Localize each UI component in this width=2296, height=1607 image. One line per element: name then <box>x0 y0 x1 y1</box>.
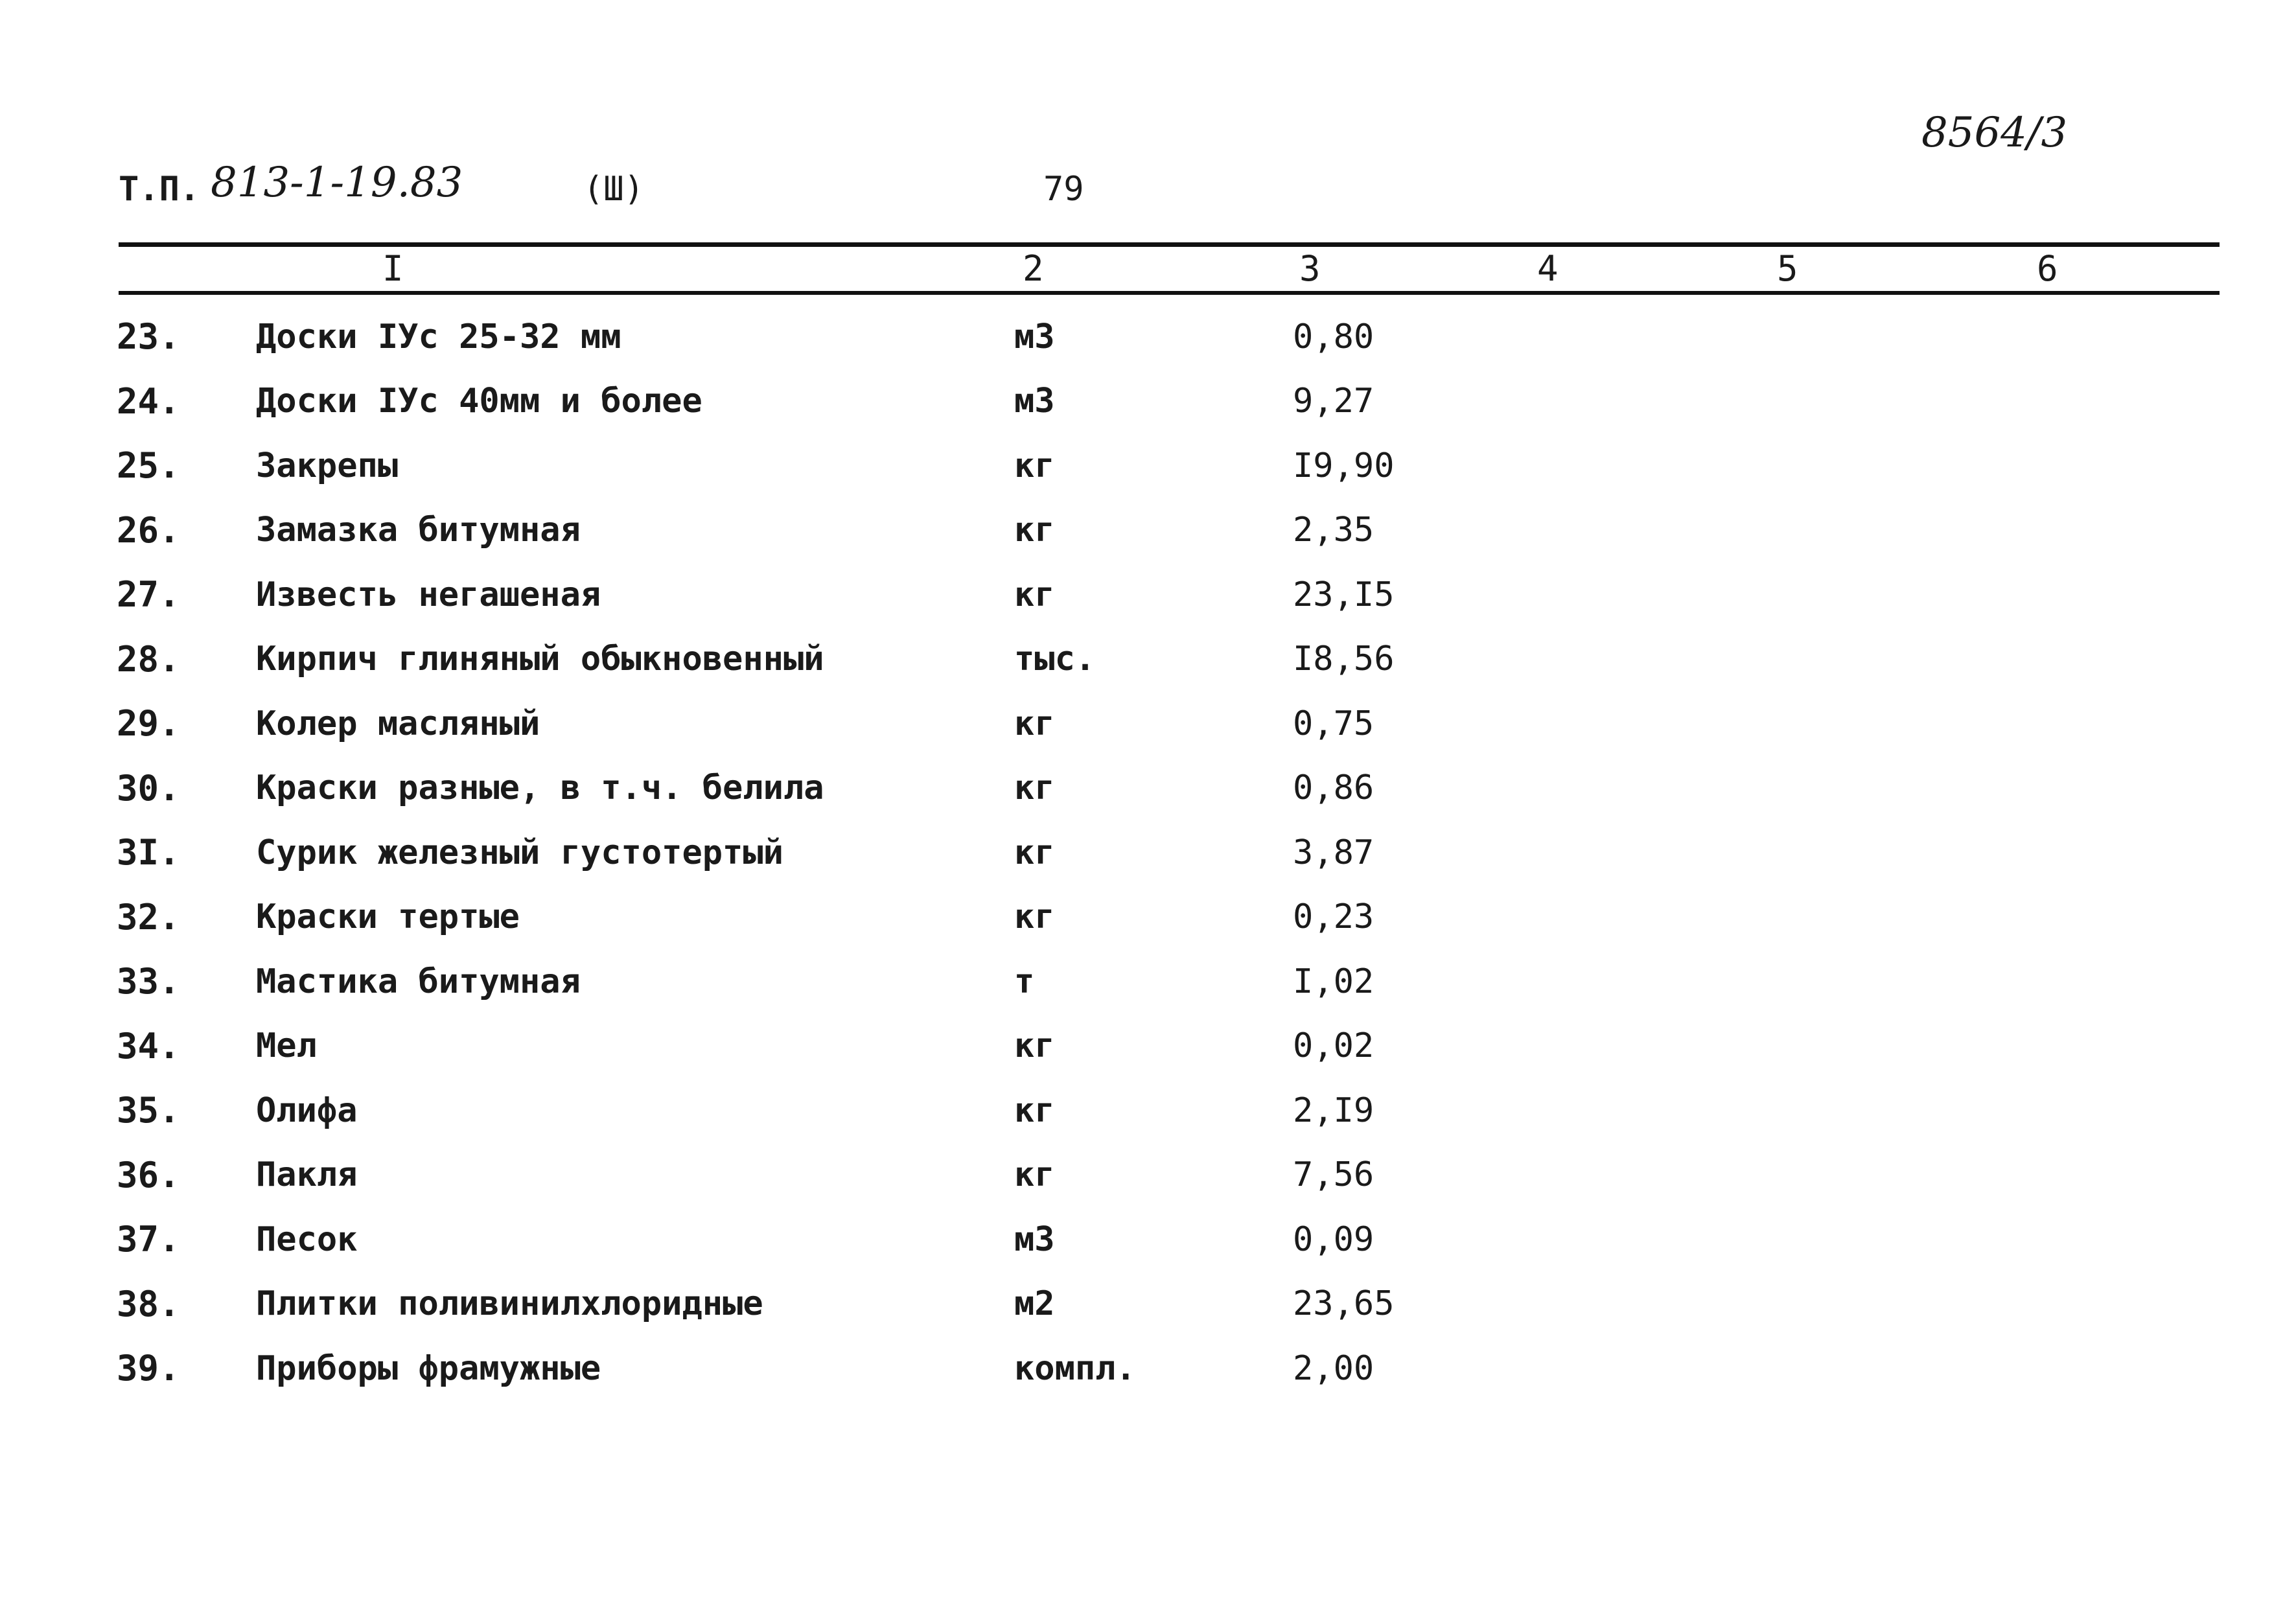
quantity: 0,86 <box>1293 769 1374 808</box>
row-number: 37. <box>117 1219 180 1260</box>
quantity: 2,35 <box>1293 511 1374 550</box>
row-number: 27. <box>117 574 180 616</box>
column-header-3: 3 <box>1299 248 1321 289</box>
quantity: 2,00 <box>1293 1348 1374 1388</box>
unit: кг <box>1014 769 1055 808</box>
table-top-rule <box>119 242 2220 247</box>
material-name: Доски IУс 25-32 мм <box>256 317 621 356</box>
row-number: 29. <box>117 703 180 745</box>
material-name: Краски разные, в т.ч. белила <box>256 769 824 808</box>
table-row <box>117 820 1487 885</box>
page-number: 79 <box>1043 170 1084 209</box>
table-row <box>117 498 1487 563</box>
quantity: 23,65 <box>1293 1284 1395 1324</box>
row-number: 25. <box>117 445 180 487</box>
quantity: 0,09 <box>1293 1220 1374 1259</box>
column-header-6: 6 <box>2037 248 2058 289</box>
unit: кг <box>1014 1026 1055 1066</box>
unit: кг <box>1014 897 1055 937</box>
table-row <box>117 305 1487 369</box>
column-header-5: 5 <box>1777 248 1798 289</box>
unit: кг <box>1014 1155 1055 1195</box>
unit: компл. <box>1014 1348 1136 1388</box>
unit: кг <box>1014 704 1055 743</box>
material-name: Закрепы <box>256 446 399 485</box>
materials-table <box>117 305 1487 1401</box>
unit: м3 <box>1014 382 1055 421</box>
material-name: Известь негашеная <box>256 575 601 614</box>
table-row <box>117 1014 1487 1079</box>
unit: тыс. <box>1014 640 1096 679</box>
row-number: 38. <box>117 1283 180 1324</box>
table-row <box>117 1336 1487 1401</box>
table-row <box>117 756 1487 821</box>
table-row <box>117 1078 1487 1143</box>
quantity: 23,I5 <box>1293 575 1395 614</box>
row-number: 28. <box>117 638 180 680</box>
unit: м2 <box>1014 1284 1055 1324</box>
material-name: Плитки поливинилхлоридные <box>256 1284 763 1324</box>
table-row <box>117 562 1487 627</box>
table-row <box>117 369 1487 434</box>
unit: м3 <box>1014 1220 1055 1259</box>
table-row <box>117 885 1487 950</box>
doc-prefix: Т.П. <box>119 170 200 209</box>
row-number: 32. <box>117 896 180 938</box>
table-row <box>117 434 1487 498</box>
column-header-1: I <box>382 248 404 289</box>
row-number: 35. <box>117 1090 180 1131</box>
quantity: I,02 <box>1293 962 1374 1001</box>
doc-number-handwritten: 813-1-19.83 <box>211 159 463 207</box>
quantity: 9,27 <box>1293 382 1374 421</box>
quantity: 0,80 <box>1293 317 1374 356</box>
row-number: 30. <box>117 767 180 809</box>
material-name: Мел <box>256 1026 317 1066</box>
row-number: 3I. <box>117 832 180 873</box>
unit: кг <box>1014 446 1055 485</box>
quantity: 7,56 <box>1293 1155 1374 1195</box>
quantity: I9,90 <box>1293 446 1395 485</box>
column-header-4: 4 <box>1537 248 1559 289</box>
material-name: Олифа <box>256 1091 358 1130</box>
table-row <box>117 691 1487 756</box>
material-name: Краски тертые <box>256 897 520 937</box>
quantity: 0,02 <box>1293 1026 1374 1066</box>
table-row <box>117 1207 1487 1272</box>
table-row <box>117 1272 1487 1337</box>
quantity: I8,56 <box>1293 640 1395 679</box>
material-name: Замазка битумная <box>256 511 581 550</box>
material-name: Мастика битумная <box>256 962 581 1001</box>
unit: кг <box>1014 833 1055 872</box>
table-row <box>117 949 1487 1014</box>
row-number: 39. <box>117 1348 180 1389</box>
row-number: 26. <box>117 509 180 551</box>
table-header-rule <box>119 291 2220 295</box>
material-name: Песок <box>256 1220 358 1259</box>
column-header-2: 2 <box>1023 248 1044 289</box>
unit: т <box>1014 962 1035 1001</box>
quantity: 0,75 <box>1293 704 1374 743</box>
unit: м3 <box>1014 317 1055 356</box>
material-name: Доски IУс 40мм и более <box>256 382 702 421</box>
material-name: Приборы фрамужные <box>256 1348 601 1388</box>
row-number: 24. <box>117 380 180 422</box>
table-row <box>117 627 1487 692</box>
quantity: 3,87 <box>1293 833 1374 872</box>
unit: кг <box>1014 575 1055 614</box>
material-name: Пакля <box>256 1155 358 1195</box>
row-number: 36. <box>117 1154 180 1196</box>
table-row <box>117 1143 1487 1208</box>
archive-number-handwritten: 8564/3 <box>1921 109 2068 157</box>
material-name: Колер масляный <box>256 704 540 743</box>
row-number: 34. <box>117 1025 180 1067</box>
volume-label: (Ш) <box>583 170 644 209</box>
quantity: 0,23 <box>1293 897 1374 937</box>
quantity: 2,I9 <box>1293 1091 1374 1130</box>
row-number: 33. <box>117 961 180 1002</box>
unit: кг <box>1014 511 1055 550</box>
unit: кг <box>1014 1091 1055 1130</box>
material-name: Сурик железный густотертый <box>256 833 783 872</box>
row-number: 23. <box>117 316 180 358</box>
material-name: Кирпич глиняный обыкновенный <box>256 640 824 679</box>
